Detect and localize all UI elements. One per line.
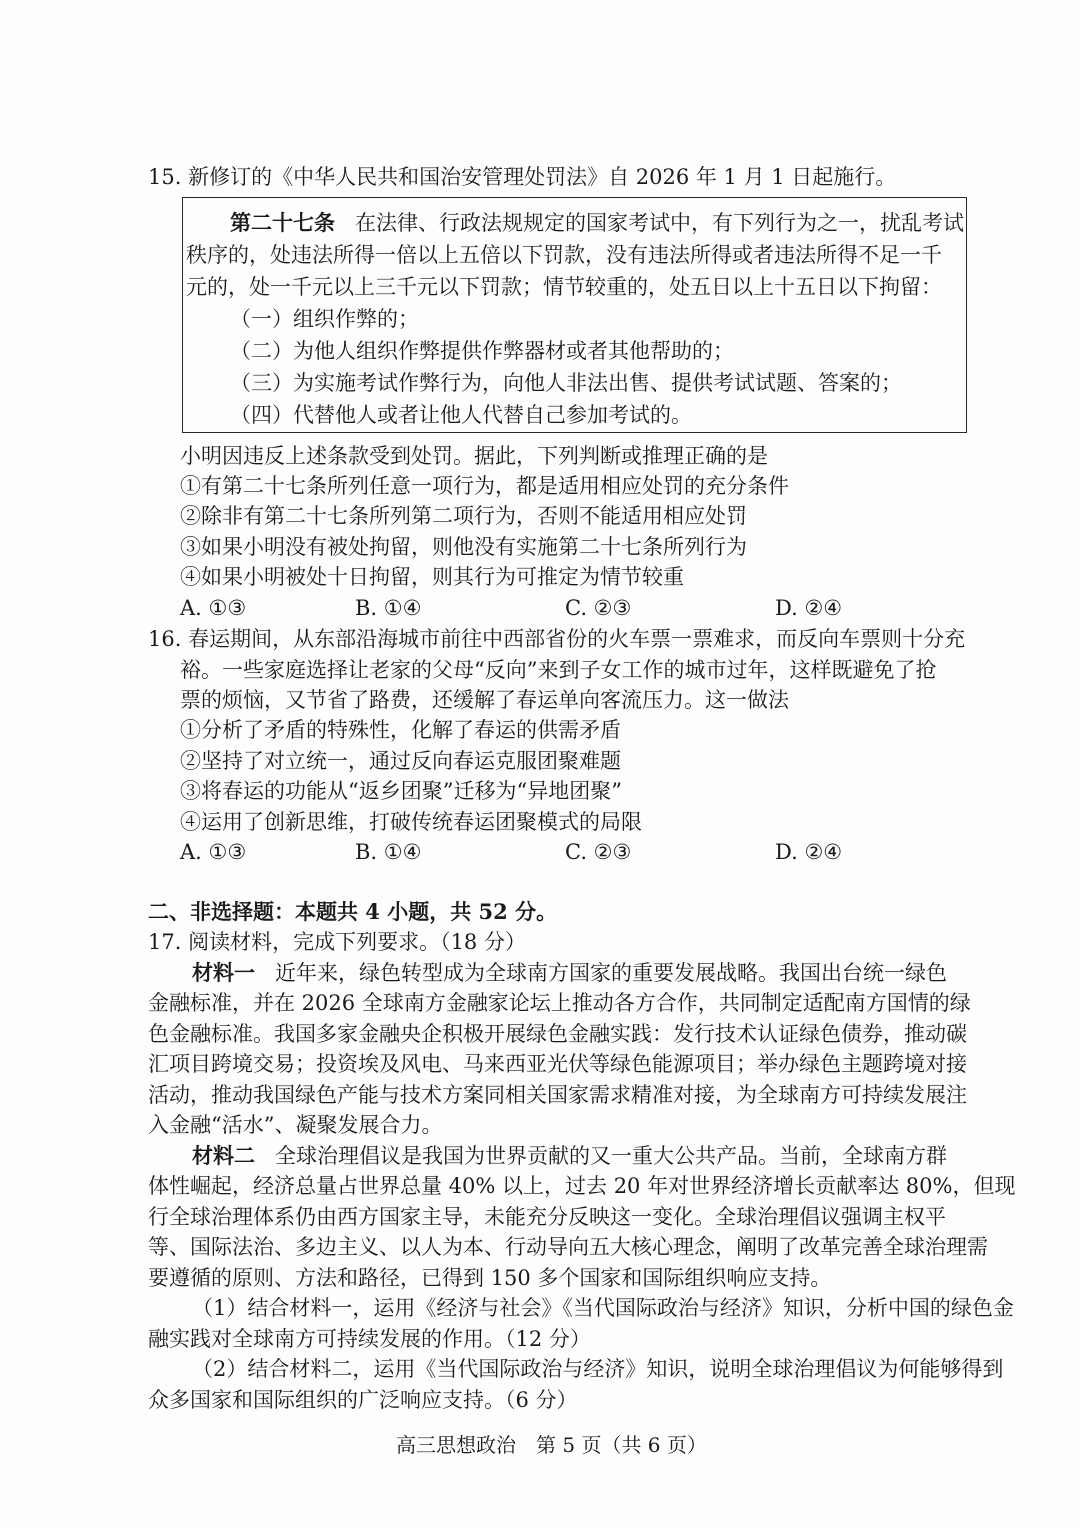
material-1-line-3: 色金融标准。我国多家金融央企积极开展绿色金融实践：发行技术认证绿色债券，推动碳 — [148, 1022, 967, 1046]
q16-item-4: ④运用了创新思维，打破传统春运团聚模式的局限 — [180, 810, 642, 834]
material-2-line-2: 体性崛起，经济总量占世界总量 40% 以上，过去 20 年对世界经济增长贡献率达 80%，但现 — [148, 1174, 1016, 1198]
q17-sub2-line-2: 众多国家和国际组织的广泛响应支持。（6 分） — [148, 1388, 578, 1412]
material-2-line-1 — [192, 1141, 947, 1171]
q15-item-3: ③如果小明没有被处拘留，则他没有实施第二十七条所列行为 — [180, 535, 747, 559]
q15-item-4: ④如果小明被处十日拘留，则其行为可推定为情节较重 — [180, 565, 684, 589]
article-clause-2: （二）为他人组织作弊提供作弊器材或者其他帮助的； — [230, 339, 734, 363]
material-1-line-2: 金融标准，并在 2026 全球南方金融家论坛上推动各方合作，共同制定适配南方国情的绿 — [148, 991, 971, 1015]
material-1-text-1: 近年来，绿色转型成为全球南方国家的重要发展战略。我国出台统一绿色 — [275, 961, 948, 985]
material-1-line-6: 入金融“活水”、凝聚发展合力。 — [148, 1113, 443, 1137]
material-1-line-5: 活动，推动我国绿色产能与技术方案同相关国家需求精准对接，为全球南方可持续发展注 — [148, 1083, 967, 1107]
q15-option-c: C. ②③ — [565, 596, 632, 620]
article-line-3: 元的，处一千元以上三千元以下罚款；情节较重的，处五日以上十五日以下拘留： — [186, 275, 942, 299]
article-line-2: 秩序的，处违法所得一倍以上五倍以下罚款，没有违法所得或者违法所得不足一千 — [186, 243, 942, 267]
q16-option-d: D. ②④ — [775, 840, 843, 864]
q17-sub2-line-1: （2）结合材料二，运用《当代国际政治与经济》知识，说明全球治理倡议为何能够得到 — [192, 1357, 1004, 1381]
q16-stem-1: 16. 春运期间，从东部沿海城市前往中西部省份的火车票一票难求，而反向车票则十分充 — [148, 627, 966, 651]
q15-option-d: D. ②④ — [775, 596, 843, 620]
q16-stem-3: 票的烦恼，又节省了路费，还缓解了春运单向客流压力。这一做法 — [180, 688, 789, 712]
article-title: 第二十七条 — [230, 210, 335, 235]
q15-option-b: B. ①④ — [355, 596, 422, 620]
article-clause-1: （一）组织作弊的； — [230, 307, 419, 331]
page-footer: 高三思想政治 第 5 页（共 6 页） — [396, 1433, 707, 1457]
q16-option-a: A. ①③ — [180, 840, 247, 864]
q17-stem: 17. 阅读材料，完成下列要求。（18 分） — [148, 930, 526, 954]
q15-stem: 15. 新修订的《中华人民共和国治安管理处罚法》自 2026 年 1 月 1 日起施行。 — [148, 165, 897, 189]
q16-item-2: ②坚持了对立统一，通过反向春运克服团聚难题 — [180, 749, 621, 773]
material-2-label: 材料二 — [192, 1143, 255, 1168]
q16-item-1: ①分析了矛盾的特殊性，化解了春运的供需矛盾 — [180, 718, 621, 742]
material-1-line-1 — [192, 958, 947, 988]
q15-option-a: A. ①③ — [180, 596, 247, 620]
material-2-line-3: 行全球治理体系仍由西方国家主导，未能充分反映这一变化。全球治理倡议强调主权平 — [148, 1205, 946, 1229]
q15-question: 小明因违反上述条款受到处罚。据此，下列判断或推理正确的是 — [180, 444, 768, 468]
q16-stem-2: 裕。一些家庭选择让老家的父母“反向”来到子女工作的城市过年，这样既避免了抢 — [180, 658, 937, 682]
material-2-text-1: 全球治理倡议是我国为世界贡献的又一重大公共产品。当前，全球南方群 — [275, 1144, 948, 1168]
section-2-heading: 二、非选择题：本题共 4 小题，共 52 分。 — [148, 899, 558, 924]
material-1-label: 材料一 — [192, 960, 255, 985]
article-text-1: 在法律、行政法规规定的国家考试中，有下列行为之一，扰乱考试 — [355, 211, 965, 235]
article-line-1 — [230, 208, 964, 238]
material-2-line-4: 等、国际法治、多边主义、以人为本、行动导向五大核心理念，阐明了改革完善全球治理需 — [148, 1235, 988, 1259]
q15-item-2: ②除非有第二十七条所列第二项行为，否则不能适用相应处罚 — [180, 504, 747, 528]
material-1-line-4: 汇项目跨境交易；投资埃及风电、马来西亚光伏等绿色能源项目；举办绿色主题跨境对接 — [148, 1052, 967, 1076]
q15-item-1: ①有第二十七条所列任意一项行为，都是适用相应处罚的充分条件 — [180, 474, 789, 498]
q17-sub1-line-2: 融实践对全球南方可持续发展的作用。（12 分） — [148, 1327, 591, 1351]
q16-option-c: C. ②③ — [565, 840, 632, 864]
material-2-line-5: 要遵循的原则、方法和路径，已得到 150 多个国家和国际组织响应支持。 — [148, 1266, 832, 1290]
article-clause-4: （四）代替他人或者让他人代替自己参加考试的。 — [230, 403, 692, 427]
q16-option-b: B. ①④ — [355, 840, 422, 864]
q16-item-3: ③将春运的功能从“返乡团聚”迁移为“异地团聚” — [180, 779, 622, 803]
q17-sub1-line-1: （1）结合材料一，运用《经济与社会》《当代国际政治与经济》知识，分析中国的绿色金 — [192, 1296, 1014, 1320]
article-clause-3: （三）为实施考试作弊行为，向他人非法出售、提供考试试题、答案的； — [230, 371, 902, 395]
